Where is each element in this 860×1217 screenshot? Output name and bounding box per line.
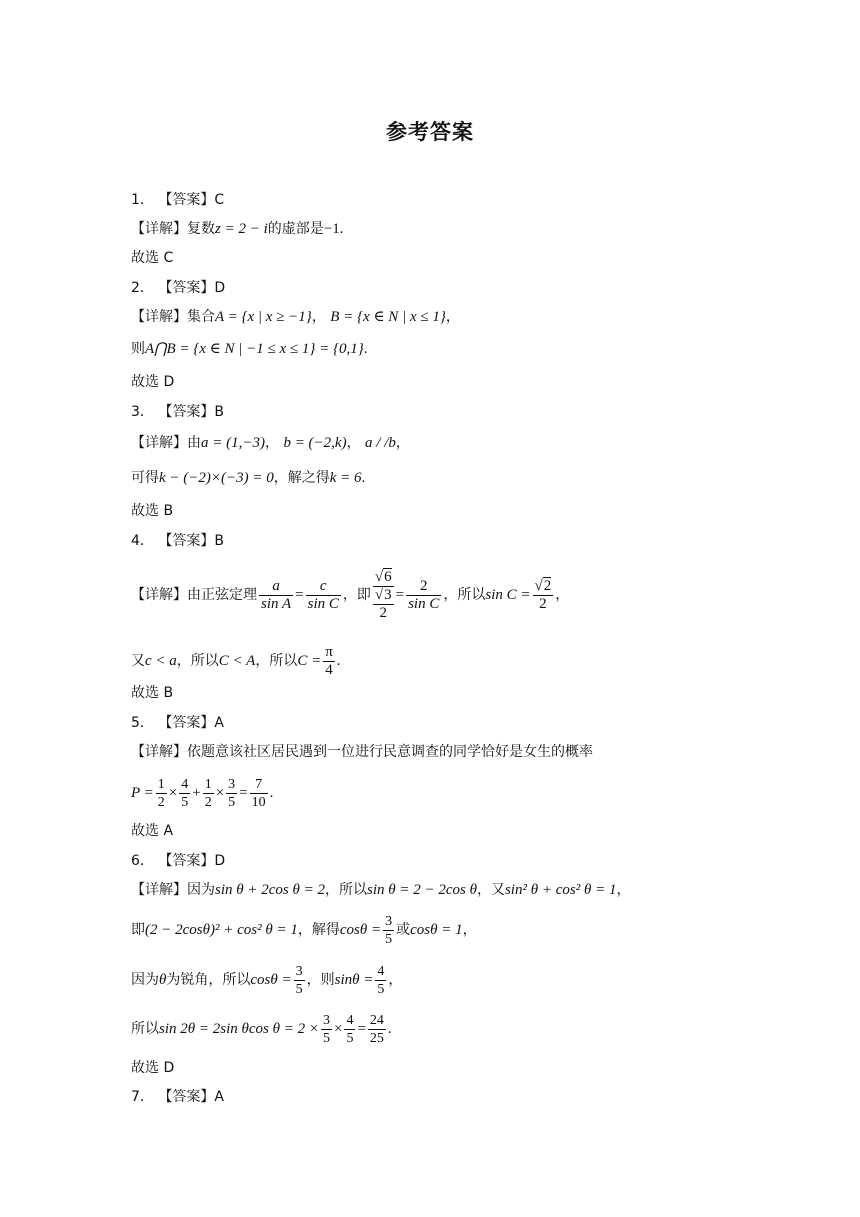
q6-result: 所以sin 2θ = 2sin θcos θ = 2 × $\frac{3}{5}$ × $\frac{4}{5}$ = $\frac{24}{25}$ .: [131, 1012, 392, 1046]
q4-conclusion: 又c < a，所以C < A，所以C = $\frac{\pi}{4}$ .: [131, 643, 341, 678]
q1-choose: 故选 C: [131, 250, 174, 266]
q1-answer: 1． 【答案】C: [131, 192, 225, 208]
q6-acute: 因为θ为锐角，所以cosθ = $\frac{3}{5}$ ，则sinθ = $\frac{4}{5}$ ，: [131, 963, 403, 997]
q4-answer: 4． 【答案】B: [131, 533, 224, 549]
q6-solve: 即(2 − 2cosθ)² + cos² θ = 1，解得cosθ = $\frac{3}{5}$ 或cosθ = 1，: [131, 913, 477, 947]
q1-detail: 【详解】复数z = 2 − i的虚部是−1.: [131, 221, 344, 237]
q2-answer: 2． 【答案】D: [131, 280, 226, 296]
q3-answer: 3． 【答案】B: [131, 404, 224, 420]
q2-result: 则A⋂B = {x ∈ N | −1 ≤ x ≤ 1} = {0,1}.: [131, 341, 368, 357]
q6-choose: 故选 D: [131, 1060, 175, 1076]
q6-answer: 6． 【答案】D: [131, 853, 226, 869]
q2-detail: 【详解】集合A = {x | x ≥ −1}， B = {x ∈ N | x ≤ 1}，: [131, 309, 460, 325]
q6-detail: 【详解】因为sin θ + 2cos θ = 2，所以sin θ = 2 − 2cos θ，又sin² θ + cos² θ = 1，: [131, 882, 631, 898]
q4-detail: 【详解】由正弦定理 $\frac{a}{\text{sin A}}$ = $\frac{c}{\text{sin C}}$ ，即 √6 √3 2 = $\frac{2}{\text{sin C}}$ ，所以sin C = $\frac{√2}{2}$ ，: [131, 568, 570, 621]
q3-detail: 【详解】由a = (1,−3)， b = (−2,k)， a / /b，: [131, 435, 410, 451]
q5-choose: 故选 A: [131, 823, 174, 839]
q3-solve: 可得k − (−2)×(−3) = 0，解之得k = 6.: [131, 470, 366, 486]
page-title: 参考答案: [386, 120, 474, 144]
q7-answer: 7． 【答案】A: [131, 1089, 224, 1105]
q3-choose: 故选 B: [131, 503, 174, 519]
q5-detail: 【详解】依题意该社区居民遇到一位进行民意调查的同学恰好是女生的概率: [131, 744, 593, 760]
q5-answer: 5． 【答案】A: [131, 715, 224, 731]
q4-choose: 故选 B: [131, 685, 174, 701]
q5-formula: P = $\frac{1}{2}$ × $\frac{4}{5}$ + $\frac{1}{2}$ × $\frac{3}{5}$ = $\frac{7}{10}$ .: [131, 776, 274, 810]
q2-choose: 故选 D: [131, 374, 175, 390]
